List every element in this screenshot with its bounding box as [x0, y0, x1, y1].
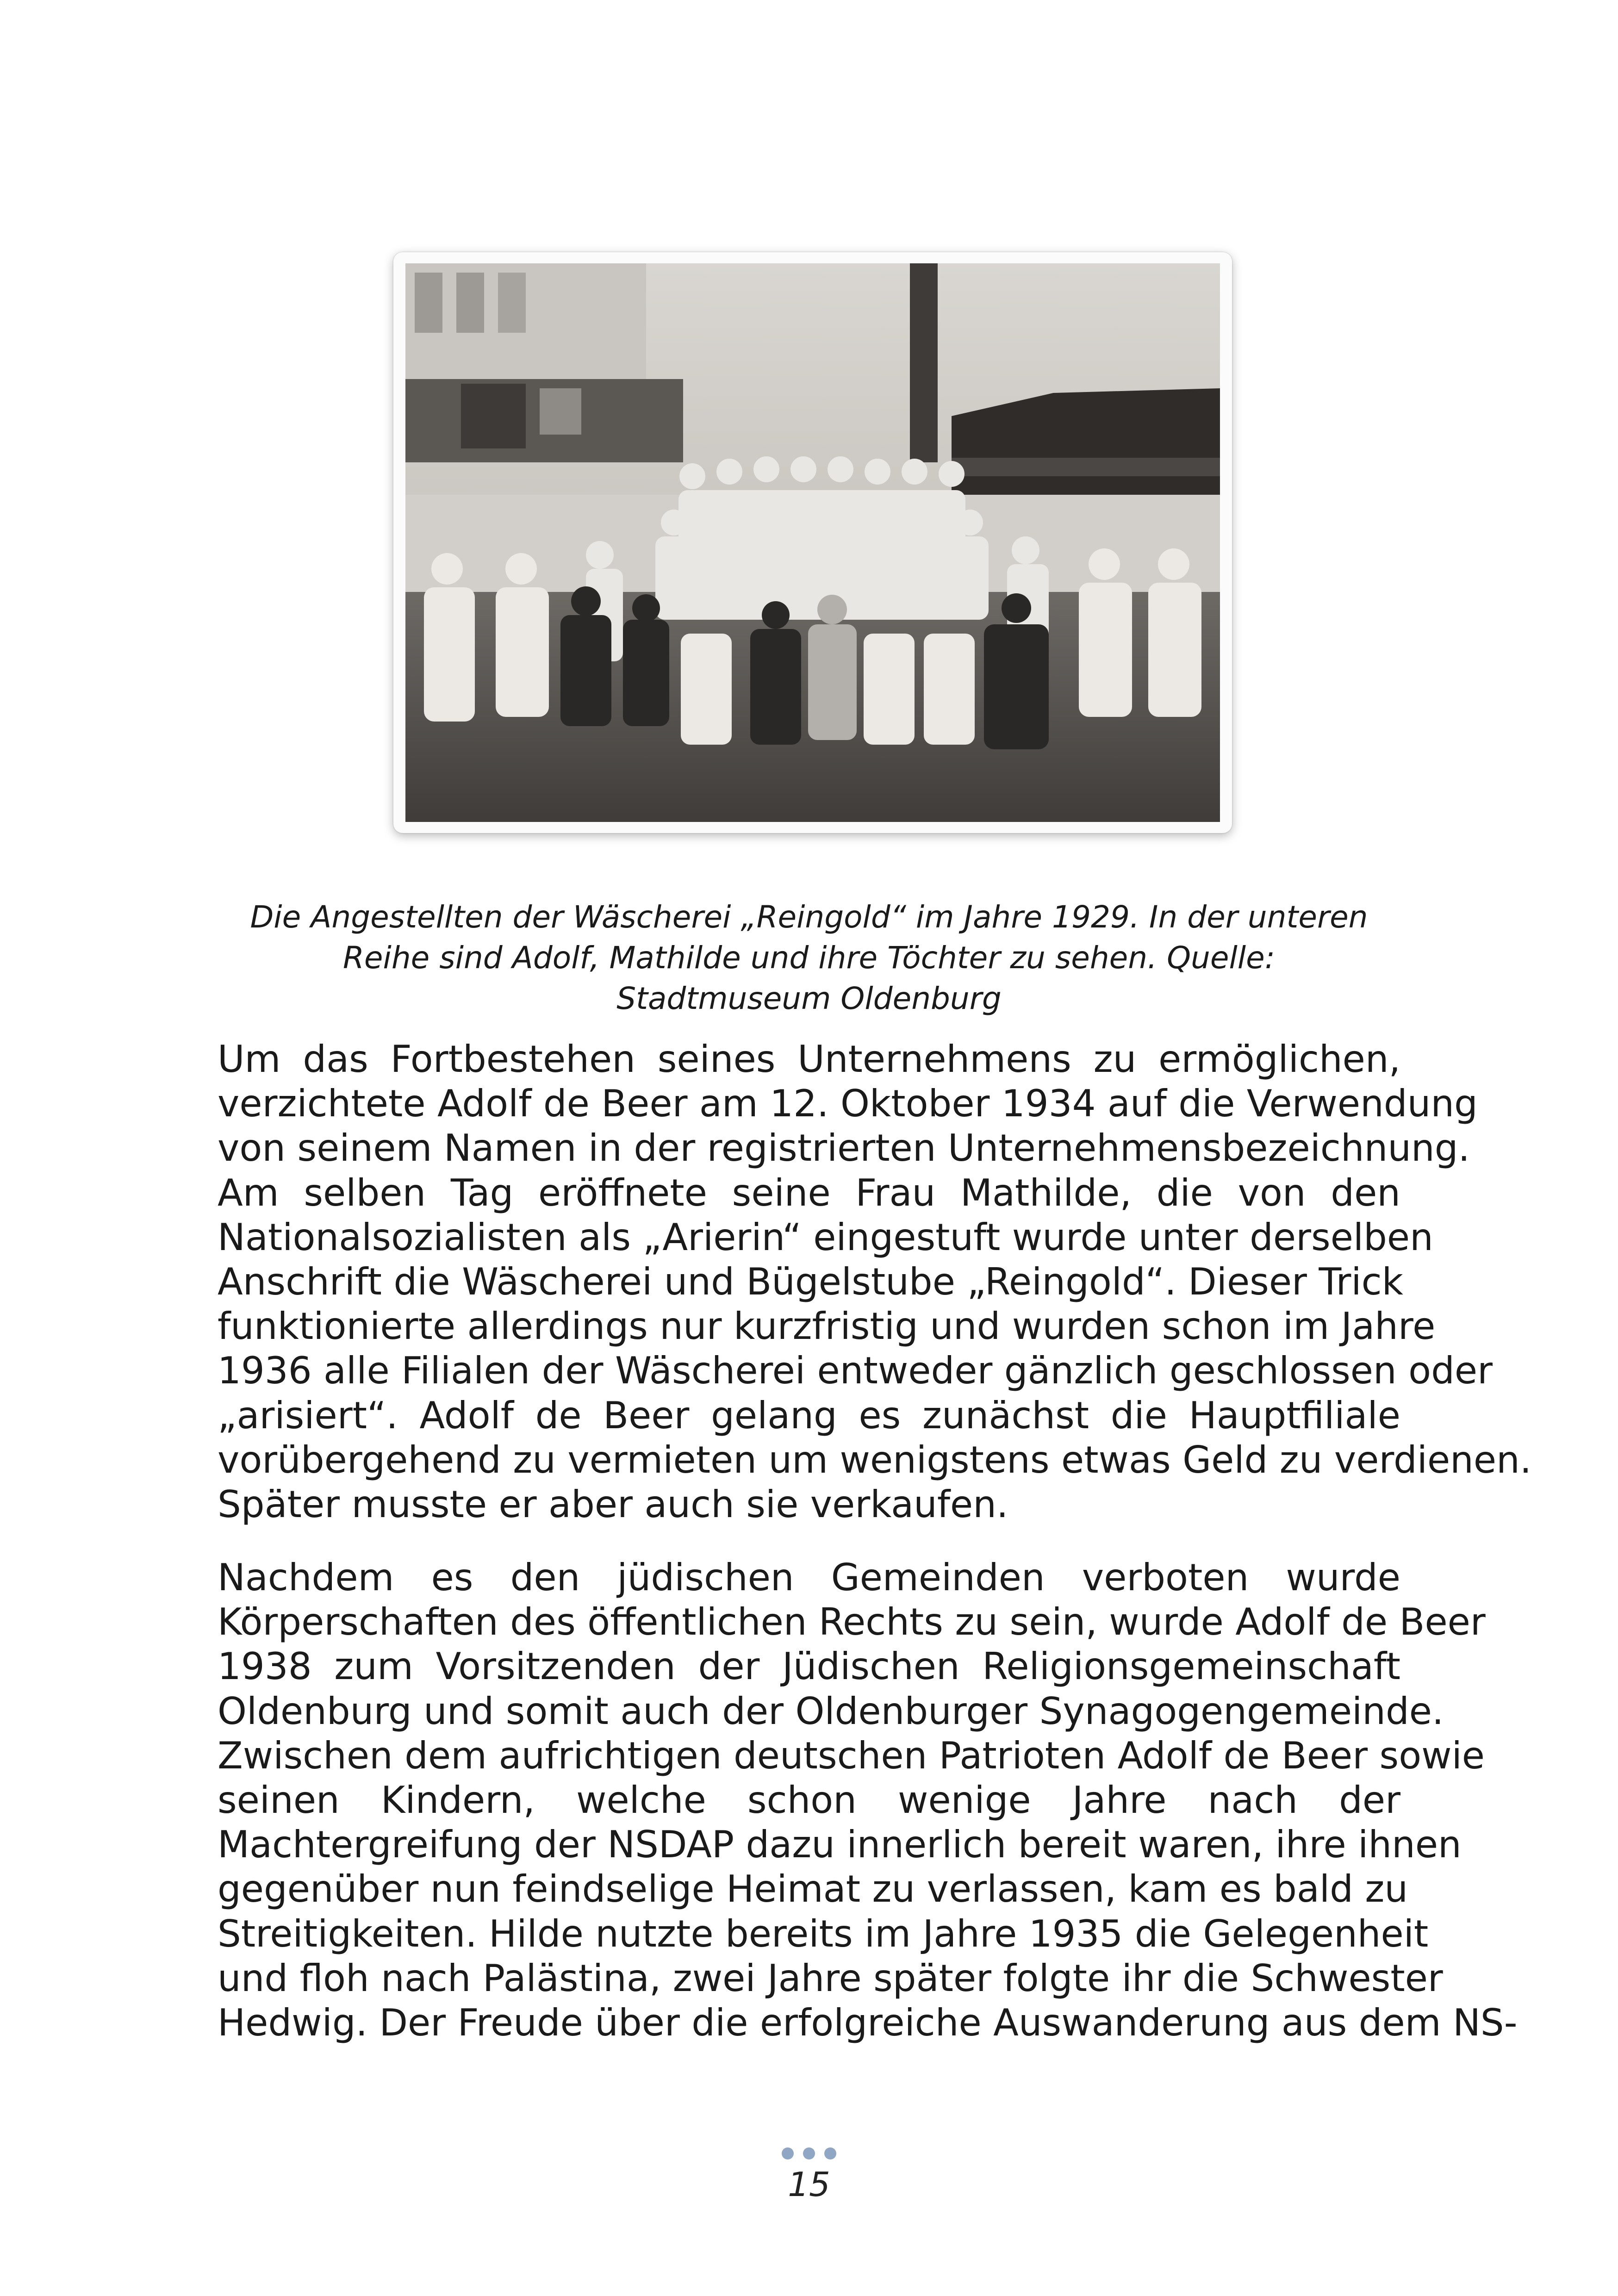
- text-line: Hedwig. Der Freude über die erfolgreiche Auswanderung aus dem NS-: [218, 2001, 1518, 2045]
- group-photo-illustration: [405, 263, 1220, 822]
- text-line: Um das Fortbestehen seines Unternehmens zu ermöglichen,: [218, 1038, 1400, 1081]
- three-dots-icon: [763, 2147, 855, 2159]
- text-line: Nationalsozialisten als „Arierin“ eingestuft wurde unter derselben: [218, 1215, 1433, 1259]
- text-line: verzichtete Adolf de Beer am 12. Oktober 1934 auf die Verwendung: [218, 1082, 1478, 1126]
- text-line: Körperschaften des öffentlichen Rechts zu sein, wurde Adolf de Beer: [218, 1600, 1486, 1644]
- text-line: gegenüber nun feindselige Heimat zu verlassen, kam es bald zu: [218, 1867, 1408, 1911]
- text-line: seinen Kindern, welche schon wenige Jahre nach der: [218, 1779, 1400, 1822]
- text-line: Am selben Tag eröffnete seine Frau Mathilde, die von den: [218, 1171, 1400, 1214]
- page-number: 15: [788, 2165, 830, 2204]
- photo-frame: [393, 252, 1232, 833]
- paragraph-1: [218, 1037, 1532, 1527]
- text-line: Streitigkeiten. Hilde nutzte bereits im Jahre 1935 die Gelegenheit: [218, 1912, 1429, 1955]
- paragraph-2: [218, 1556, 1518, 2045]
- dot-icon: [782, 2147, 794, 2159]
- text-line: Anschrift die Wäscherei und Bügelstube „Reingold“. Dieser Trick: [218, 1260, 1403, 1304]
- photo-caption: [218, 897, 1400, 1019]
- page-footer: [763, 2147, 855, 2203]
- text-line: „arisiert“. Adolf de Beer gelang es zunächst die Hauptfiliale: [218, 1394, 1400, 1437]
- caption-line: Reihe sind Adolf, Mathilde und ihre Töchter zu sehen. Quelle:: [343, 940, 1275, 976]
- text-line: Oldenburg und somit auch der Oldenburger Synagogengemeinde.: [218, 1689, 1444, 1733]
- text-line: Nachdem es den jüdischen Gemeinden verboten wurde: [218, 1556, 1400, 1599]
- caption-line: Die Angestellten der Wäscherei „Reingold“ im Jahre 1929. In der unteren: [250, 899, 1368, 935]
- text-line: funktionierte allerdings nur kurzfristig und wurden schon im Jahre: [218, 1305, 1436, 1348]
- dot-icon: [803, 2147, 815, 2159]
- text-line: Später musste er aber auch sie verkaufen.: [218, 1483, 1008, 1526]
- dot-icon: [824, 2147, 836, 2159]
- text-line: Zwischen dem aufrichtigen deutschen Patrioten Adolf de Beer sowie: [218, 1734, 1485, 1777]
- text-line: 1936 alle Filialen der Wäscherei entweder gänzlich geschlossen oder: [218, 1349, 1493, 1393]
- historical-group-photo: [405, 263, 1220, 822]
- text-line: und floh nach Palästina, zwei Jahre später folgte ihr die Schwester: [218, 1956, 1443, 2000]
- text-line: von seinem Namen in der registrierten Unternehmensbezeichnung.: [218, 1126, 1470, 1170]
- caption-line: Stadtmuseum Oldenburg: [616, 981, 1002, 1016]
- text-line: Machtergreifung der NSDAP dazu innerlich bereit waren, ihre ihnen: [218, 1823, 1462, 1867]
- text-line: 1938 zum Vorsitzenden der Jüdischen Religionsgemeinschaft: [218, 1645, 1400, 1688]
- text-line: vorübergehend zu vermieten um wenigstens etwas Geld zu verdienen.: [218, 1438, 1532, 1481]
